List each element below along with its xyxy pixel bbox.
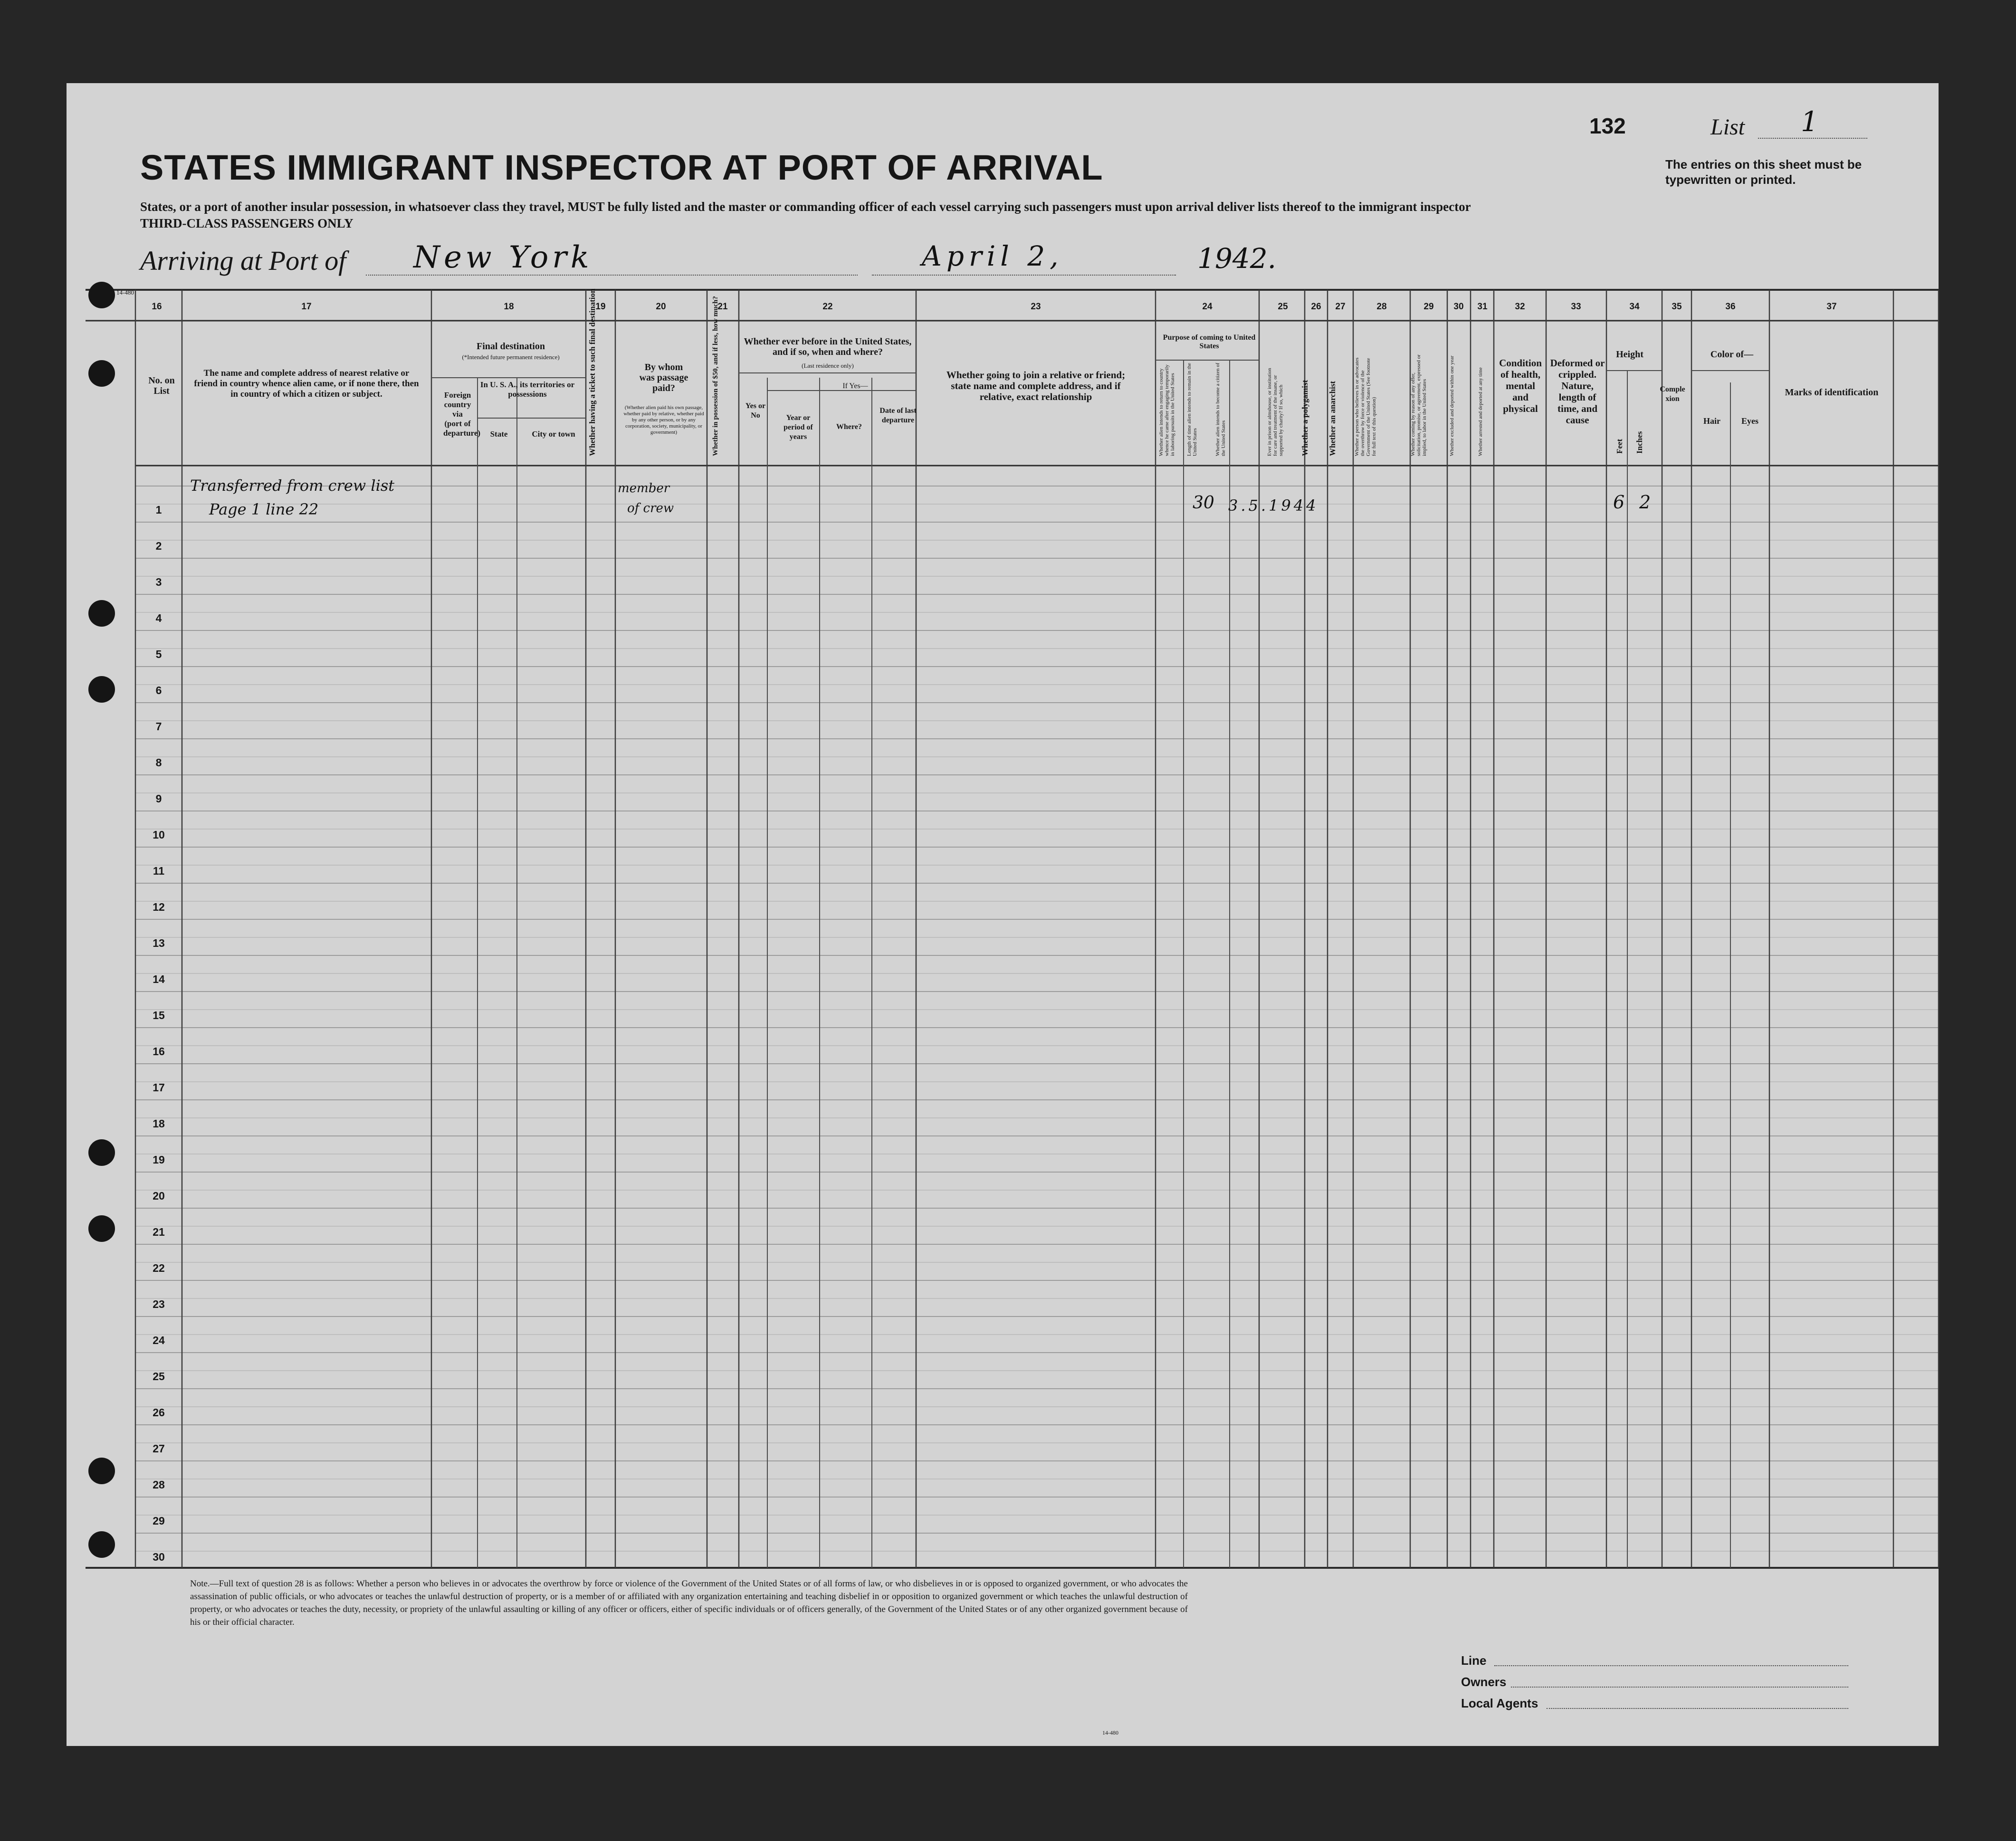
column-number-27: 27 — [1335, 302, 1346, 312]
page-number: 132 — [1589, 114, 1626, 138]
row-number-19: 19 — [153, 1154, 165, 1166]
header-c22-sub: (Last residence only) — [802, 362, 854, 369]
row-number-26: 26 — [153, 1406, 165, 1419]
entry-row1-inches: 2 — [1639, 492, 1651, 513]
header-c34-title: Height — [1616, 349, 1643, 360]
header-c33: Deformed or crippled. Nature, length of time, and cause — [1550, 357, 1605, 426]
row-number-29: 29 — [153, 1515, 165, 1527]
header-c36-title: Color of— — [1710, 349, 1754, 360]
header-c24-title: Purpose of coming to United States — [1163, 334, 1256, 350]
binder-hole — [88, 282, 115, 308]
column-number-25: 25 — [1278, 302, 1288, 312]
column-number-23: 23 — [1031, 302, 1041, 312]
row-number-20: 20 — [153, 1190, 165, 1202]
line-label: Line — [1461, 1653, 1487, 1668]
header-c22-ifyes: If Yes— — [842, 382, 868, 390]
entry-row1-c20-line2: of crew — [627, 501, 674, 515]
row-number-11: 11 — [153, 865, 165, 877]
header-c30: Whether excluded and deported within one year — [1449, 355, 1455, 456]
column-number-32: 32 — [1515, 302, 1525, 312]
binder-hole — [88, 360, 115, 387]
column-number-30: 30 — [1453, 302, 1464, 312]
list-label: List — [1710, 114, 1745, 140]
column-number-22: 22 — [822, 302, 833, 312]
header-c31: Whether arrested and deported at any time — [1478, 367, 1483, 456]
column-number-31: 31 — [1477, 302, 1488, 312]
entry-row1-c25: 3.5.1944 — [1228, 496, 1319, 515]
entry-row1-c17-line1: Transferred from crew list — [190, 477, 395, 495]
header-c36-eyes: Eyes — [1741, 416, 1758, 426]
local-agents-label: Local Agents — [1461, 1696, 1538, 1710]
row-number-5: 5 — [155, 648, 162, 660]
row-number-7: 7 — [155, 720, 162, 733]
header-c16: No. on List — [148, 375, 175, 396]
header-c22-date: Date of last departure — [879, 407, 917, 424]
row-number-8: 8 — [155, 756, 162, 769]
row-number-24: 24 — [153, 1334, 165, 1346]
column-number-18: 18 — [504, 302, 514, 312]
date-underline — [872, 275, 1176, 276]
row-number-18: 18 — [153, 1117, 165, 1130]
row-number-25: 25 — [153, 1370, 165, 1383]
row-number-30: 30 — [153, 1551, 165, 1563]
column-number-36: 36 — [1725, 302, 1736, 312]
binder-hole — [88, 1139, 115, 1166]
column-number-19: 19 — [595, 302, 606, 312]
header-c25: Ever in prison or almshouse, or institution for care and treatment of the insane, or supported by charity? If so, which — [1267, 368, 1284, 456]
date-value: April 2, — [922, 240, 1063, 272]
port-value: New York — [413, 240, 593, 275]
row-number-9: 9 — [155, 792, 162, 805]
row-number-28: 28 — [153, 1479, 165, 1491]
row-number-4: 4 — [155, 612, 162, 624]
entry-row1-c17-line2: Page 1 line 22 — [209, 500, 319, 518]
line-underline — [1494, 1665, 1848, 1666]
header-c18-city: City or town — [532, 429, 575, 439]
column-number-29: 29 — [1424, 302, 1434, 312]
typewritten-note: The entries on this sheet must be typewritten or printed. — [1665, 157, 1862, 187]
binder-hole — [88, 676, 115, 703]
row-number-16: 16 — [153, 1045, 165, 1058]
header-c37: Marks of identification — [1785, 387, 1879, 398]
header-c19: Whether having a ticket to such final destination — [588, 288, 597, 456]
header-c36-hair: Hair — [1703, 416, 1720, 426]
form-title: STATES IMMIGRANT INSPECTOR AT PORT OF ARRIVAL — [140, 148, 1103, 187]
column-number-24: 24 — [1202, 302, 1213, 312]
header-c18-foreign: Foreign country via (port of departure) — [443, 391, 481, 438]
header-c18-state: State — [490, 429, 508, 439]
instructions-line: States, or a port of another insular possession, in whatsoever class they travel, MUST be fully listed and the master or commanding officer of each vessel carrying such passengers must upon arrival deliver lists thereof to the immigrant inspector — [140, 200, 1471, 214]
header-c28: Whether a person who believes in or advocates the overthrow by force or violence of the Government of the United States (See footnote for full text of this question) — [1354, 357, 1377, 456]
entry-row1-c24: 30 — [1193, 493, 1214, 513]
owners-underline — [1511, 1687, 1848, 1688]
header-c20-title: By whom was passage paid? — [639, 362, 688, 393]
header-c24-b: Length of time alien intends to remain in the United States — [1186, 362, 1198, 456]
column-number-16: 16 — [152, 302, 162, 312]
header-c20-sub: (Whether alien paid his own passage, whether paid by relative, whether paid by any other person, or by any corporation, society, municipality, or government) — [623, 405, 704, 435]
row-number-12: 12 — [153, 901, 165, 913]
column-number-26: 26 — [1311, 302, 1321, 312]
column-number-17: 17 — [301, 302, 312, 312]
header-c34-inches: Inches — [1635, 431, 1644, 454]
row-number-14: 14 — [153, 973, 165, 985]
column-number-21: 21 — [717, 302, 728, 312]
header-c27: Whether an anarchist — [1328, 381, 1337, 456]
header-c21: Whether in possession of $50, and if less, how much? — [712, 296, 719, 456]
row-number-23: 23 — [153, 1298, 165, 1310]
column-number-28: 28 — [1376, 302, 1387, 312]
local-agents-underline — [1547, 1708, 1848, 1709]
row-number-6: 6 — [155, 684, 162, 696]
header-c18-usa: In U. S. A., its territories or possessions — [480, 380, 575, 399]
header-c26: Whether a polygamist — [1300, 380, 1309, 456]
column-number-34: 34 — [1629, 302, 1640, 312]
row-number-1: 1 — [155, 504, 162, 516]
header-c24-c: Whether alien intends to become a citizen of the United States — [1215, 362, 1226, 456]
corner-form-code: 14-480 — [116, 289, 134, 296]
owners-label: Owners — [1461, 1675, 1507, 1689]
binder-hole — [88, 1531, 115, 1558]
list-value: 1 — [1801, 105, 1818, 138]
arriving-label: Arriving at Port of — [140, 245, 346, 276]
year-value: 1942. — [1197, 242, 1277, 275]
header-c22-where: Where? — [836, 423, 862, 431]
header-c32: Condition of health, mental and physical — [1499, 357, 1542, 414]
header-c24-a: Whether alien intends to return to country whence he came after engaging temporarily in laboring pursuits in the United States — [1158, 364, 1175, 456]
row-number-15: 15 — [153, 1009, 165, 1021]
column-number-20: 20 — [656, 302, 666, 312]
row-number-13: 13 — [153, 937, 165, 949]
row-number-3: 3 — [155, 576, 162, 588]
row-number-10: 10 — [153, 829, 165, 841]
column-number-33: 33 — [1571, 302, 1581, 312]
header-c35: Complexion — [1660, 385, 1685, 403]
entry-row1-feet: 6 — [1613, 492, 1625, 513]
column-number-35: 35 — [1672, 302, 1682, 312]
row-number-2: 2 — [155, 540, 162, 552]
header-c17: The name and complete address of nearest relative or friend in country whence alien came, or if none there, then in country of which a citizen or subject. — [194, 368, 419, 399]
header-c18-title: Final destination — [477, 341, 545, 352]
footnote-q28: Note.—Full text of question 28 is as follows: Whether a person who believes in or advocates the overthrow by force or violence of the Government of the United States or of all forms of law, or who disbelieves in or is opposed to organized government, or who advocates the assassination of public officials, or who advocates or teaches the unlawful destruction of property, or is a member of or affiliated with any organization entertaining and teaching disbelief in or opposition to organized government or which teaches the unlawful destruction of property, or who advocates or teaches the duty, necessity, or propriety of the unlawful assaulting or killing of any officer or officers, either of specific individuals or of officers generally, of the Government of the United States or of any other organized government because of his or their official character. — [190, 1579, 1188, 1627]
footer-form-code: 14-480 — [1102, 1729, 1118, 1736]
header-c23: Whether going to join a relative or friend; state name and complete address, and if relative, exact relationship — [946, 369, 1126, 402]
header-c22-year: Year or period of years — [783, 414, 813, 441]
row-number-22: 22 — [153, 1262, 165, 1274]
column-number-37: 37 — [1826, 302, 1837, 312]
header-c29: Whether coming by reason of any offer, solicitation, promise, or agreement, expressed or implied, to labor in the United States — [1410, 354, 1427, 456]
header-c22-yesno: Yes or No — [745, 402, 766, 420]
row-number-21: 21 — [153, 1226, 165, 1238]
class-line: THIRD-CLASS PASSENGERS ONLY — [140, 216, 354, 230]
binder-hole — [88, 600, 115, 627]
header-c18-sub: (*Intended future permanent residence) — [462, 353, 560, 361]
binder-hole — [88, 1215, 115, 1242]
row-number-27: 27 — [153, 1442, 165, 1455]
entry-row1-c20-line1: member — [618, 481, 670, 496]
header-c34-feet: Feet — [1615, 439, 1624, 454]
header-c22-title: Whether ever before in the United States, and if so, when and where? — [744, 336, 912, 357]
list-underline — [1758, 138, 1867, 139]
binder-hole — [88, 1458, 115, 1484]
row-number-17: 17 — [153, 1081, 165, 1094]
